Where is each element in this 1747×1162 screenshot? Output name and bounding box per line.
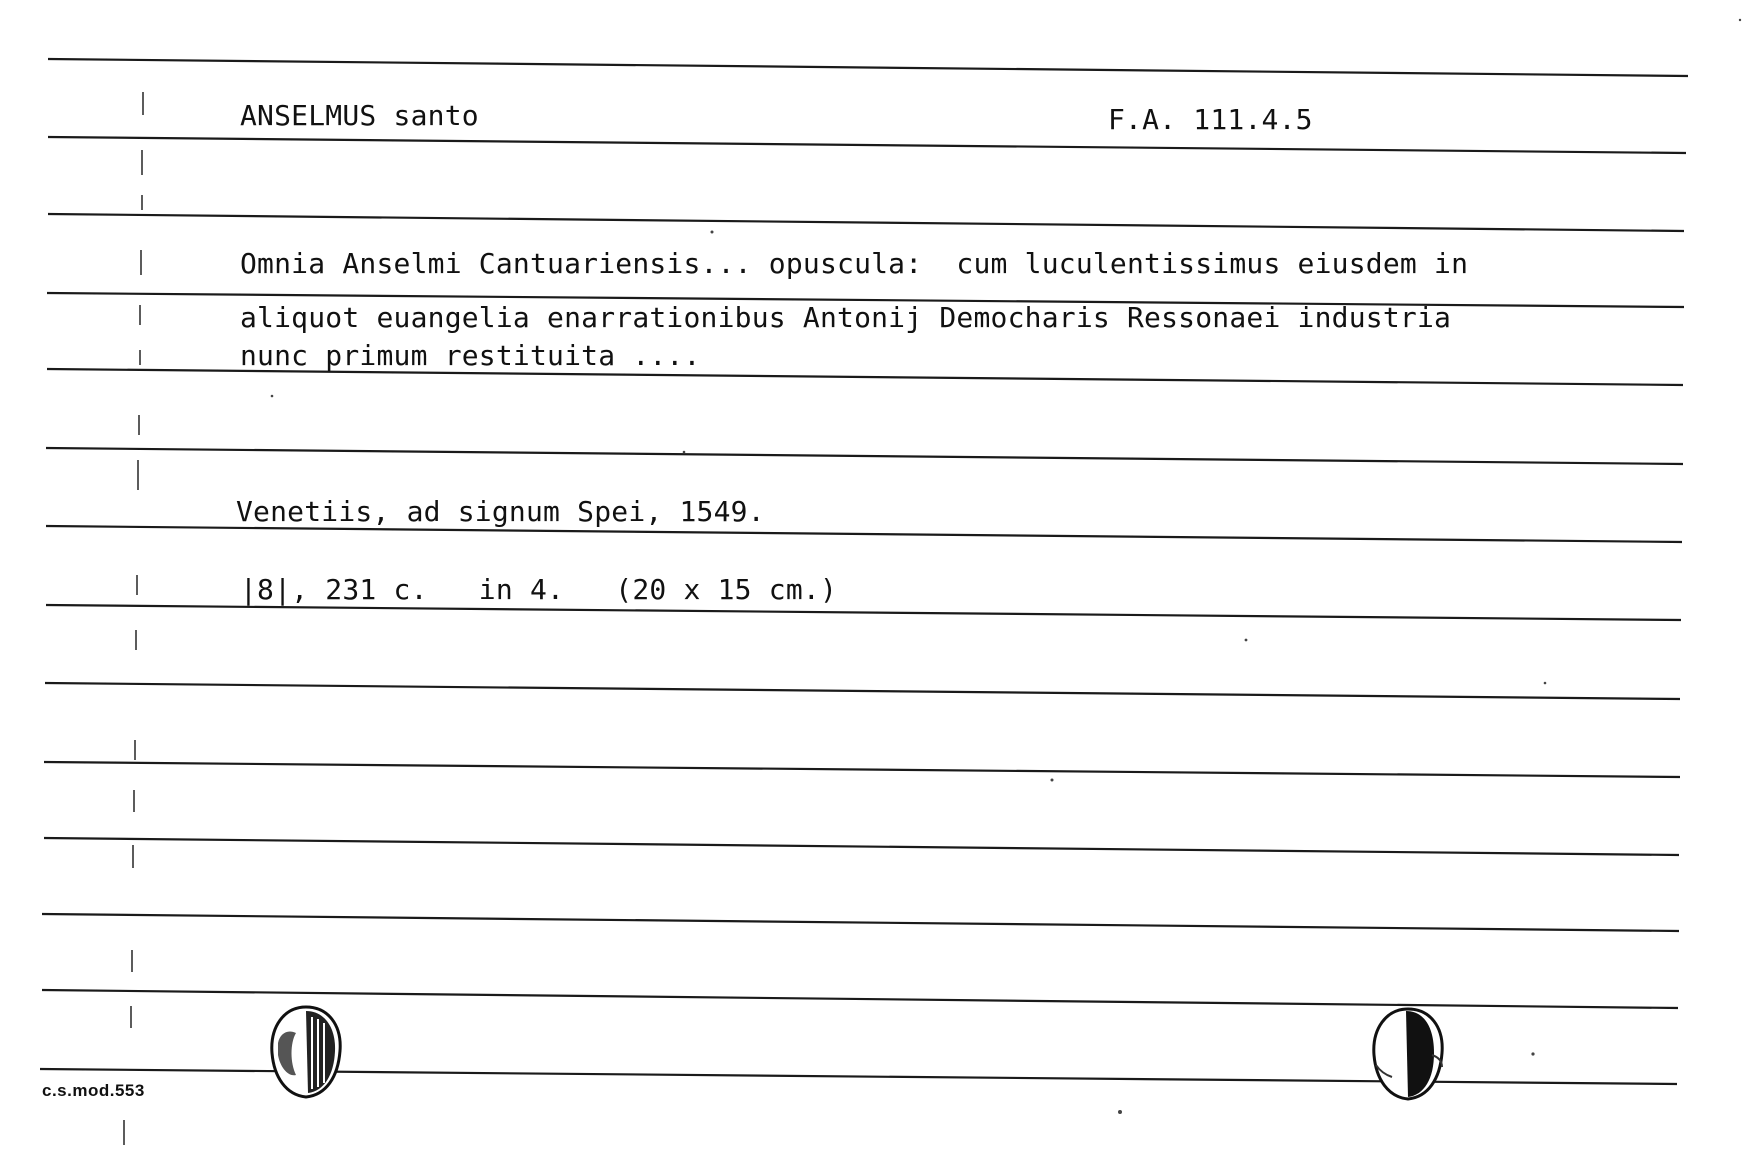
imprint: Venetiis, ad signum Spei, 1549. xyxy=(236,495,765,528)
shelfmark: F.A. 111.4.5 xyxy=(1108,103,1313,136)
title-line-1: Omnia Anselmi Cantuariensis... opuscula: cum luculentissimus eiusdem in xyxy=(240,247,1469,280)
title-line-2: aliquot euangelia enarrationibus Antonij Democharis Ressonaei industria xyxy=(240,301,1452,334)
title-line-3: nunc primum restituita .... xyxy=(240,339,701,372)
punch-hole-left xyxy=(266,1003,346,1101)
collation: |8|, 231 c. in 4. (20 x 15 cm.) xyxy=(240,573,838,606)
punch-hole-right xyxy=(1368,1005,1448,1103)
author-heading: ANSELMUS santo xyxy=(240,99,479,132)
form-code: c.s.mod.553 xyxy=(42,1081,145,1100)
